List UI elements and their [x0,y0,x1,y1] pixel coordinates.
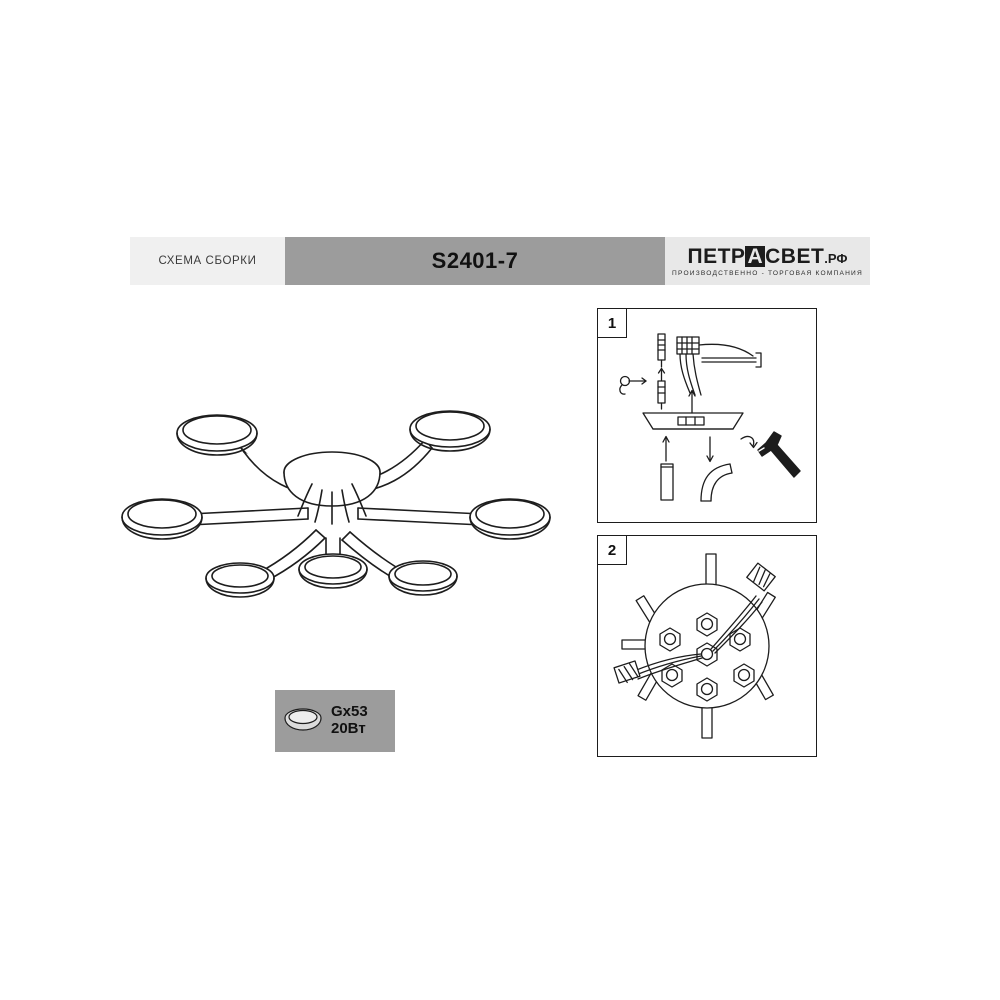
title-bar [130,237,870,285]
wrench-icon [758,432,800,477]
bulb-icon-svg [280,704,326,738]
step-1-illustration [598,309,816,522]
screw-and-dowel [658,334,665,409]
step-number-badge: 2 [598,536,627,565]
scheme-label: СХЕМА СБОРКИ [158,255,257,267]
logo-wordmark [688,246,848,267]
step-panel-2 [597,535,817,757]
cover-cap [661,464,673,500]
bulb-spec-box [275,690,395,752]
logo-accent-letter: А [747,244,764,268]
step-2-illustration [598,536,816,756]
ceiling-mount-plate [643,413,743,429]
logo-part2: СВЕТ [765,244,825,268]
terminal-block [677,337,753,395]
scheme-label-block [130,237,285,285]
anchor-screw [620,377,646,395]
bulb-spec-text [331,704,368,738]
bulb-disc-icon [275,704,331,738]
brand-logo [665,237,870,285]
logo-domain: .РФ [824,250,848,266]
bulb-socket-type: Gx53 [331,703,368,721]
model-block [285,237,665,285]
ceiling-lamp-7-arm-diagram [110,380,580,650]
logo-part1: ПЕТР [687,244,746,268]
step-panel-1 [597,308,817,523]
step-number-badge: 1 [598,309,627,338]
bulb-power: 20Вт [331,720,366,737]
lamp-drawing-svg [110,380,580,650]
curved-tube [701,464,732,501]
model-number: S2401-7 [431,248,519,273]
logo-tagline: ПРОИЗВОДСТВЕННО - ТОРГОВАЯ КОМПАНИЯ [672,269,863,277]
